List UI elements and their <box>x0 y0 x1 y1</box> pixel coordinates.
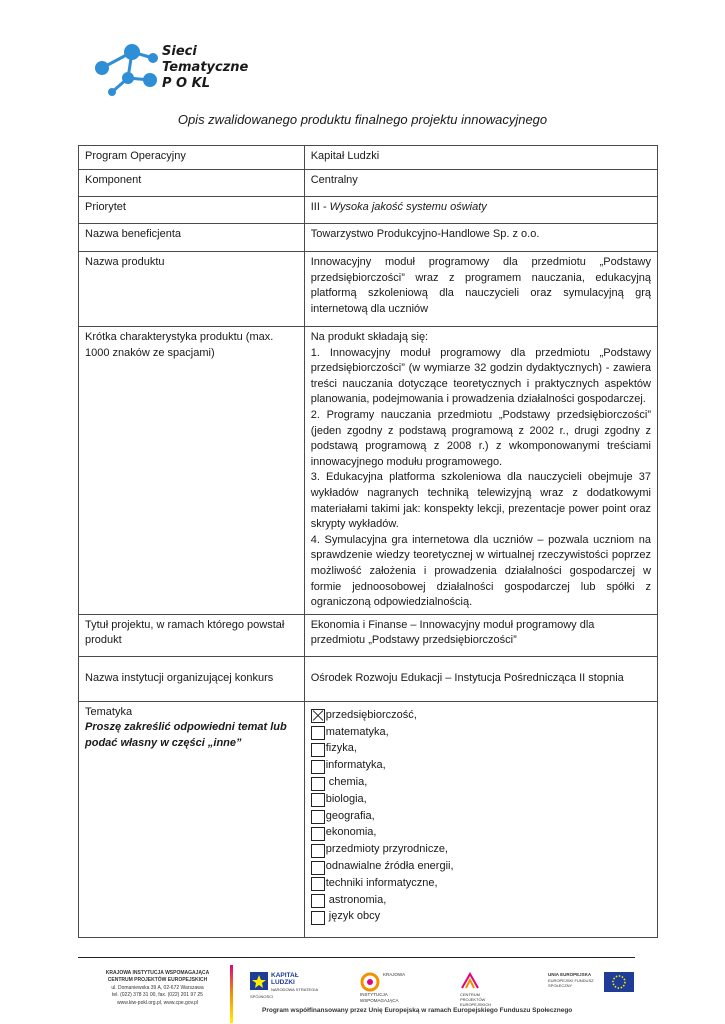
option-row <box>311 824 651 841</box>
kiw-logo <box>360 972 440 1003</box>
option-row <box>311 757 651 774</box>
cpe-logo <box>460 972 530 1007</box>
option-row <box>311 807 651 824</box>
option-row <box>311 740 651 757</box>
product-description-line: 4. Symulacyjna gra internetowa dla uczniów – pozwala uczniom na sprawdzenie wiedzy teoretycznej w wirtualnej rzeczywistości poprzez możliwość założenia i prowadzenia działalności gospodarczej w formie jednoosobowej działalności gospodarczej lub spółki z ograniczoną odpowiedzialnością. <box>310 533 651 609</box>
row-value: Centralny <box>304 170 657 197</box>
row-value: Ośrodek Rozwoju Edukacji – Instytucja Pośrednicząca II stopnia <box>304 656 657 701</box>
option-label: geografia, <box>325 809 375 822</box>
row-value: Towarzystwo Produkcyjno-Handlowe Sp. z o.o. <box>304 224 657 252</box>
tematyka-options <box>304 701 657 937</box>
ue-text: UNIA EUROPEJSKA <box>548 972 592 977</box>
row-value <box>304 327 657 615</box>
product-description-line: 2. Programy nauczania przedmiotu „Podstawy przedsiębiorczości” (jeden zgodny z podstawą programową z 2002 r., drugi zgodny z podstawą programową z 2008 r.) z wkomponowanymi treściami innowacyjnego modułu programowego. <box>310 408 651 468</box>
row-label <box>79 701 305 937</box>
checkbox-icon[interactable] <box>311 777 325 791</box>
row-label: Priorytet <box>79 197 305 224</box>
table-row <box>79 170 658 197</box>
checked-checkbox-icon[interactable] <box>311 709 325 723</box>
option-label: język obcy <box>325 910 381 923</box>
table-row <box>79 656 658 701</box>
logo-line: P O KL <box>162 76 210 91</box>
option-row <box>311 723 651 740</box>
checkbox-icon[interactable] <box>311 793 325 807</box>
ue-logo <box>548 972 634 992</box>
row-label: Komponent <box>79 170 305 197</box>
checkbox-icon[interactable] <box>311 743 325 757</box>
table-row <box>79 197 658 224</box>
row-value: Kapitał Ludzki <box>304 146 657 170</box>
row-value: Innowacyjny moduł programowy dla przedmiotu „Podstawy przedsiębiorczości” wraz z programem nauczania, edukacyjną platformą szkoleniową dla nauczycieli oraz symulacyjną grą internetową dla uczniów <box>304 252 657 327</box>
cpe-text: CENTRUM PROJEKTÓW EUROPEJSKICH <box>460 992 492 1007</box>
option-row <box>311 707 651 724</box>
checkbox-icon[interactable] <box>311 911 325 925</box>
kiw-icon <box>360 972 380 992</box>
option-label: astronomia, <box>325 893 387 906</box>
checkbox-icon[interactable] <box>311 877 325 891</box>
address-line: KRAJOWA INSTYTUCJA WSPOMAGAJĄCA <box>105 970 210 976</box>
product-description-line: 3. Edukacyjna platforma szkoleniowa dla nauczycieli obejmuje 37 wykładów nagranych techniką telewizyjną wraz z dodatkowymi materiałami takimi jak: konspekty lekcji, prezentacje power point oraz skrypty wykładów. <box>310 471 651 531</box>
option-row <box>311 858 651 875</box>
row-label: Program Operacyjny <box>79 146 305 170</box>
kiw-text: KRAJOWA INSTYTUCJA WSPOMAGAJĄCA <box>360 972 405 1003</box>
option-row <box>311 908 651 925</box>
option-label: przedsiębiorczość, <box>325 708 417 721</box>
eu-flag-icon <box>604 972 634 992</box>
checkbox-icon[interactable] <box>311 726 325 740</box>
option-row <box>311 891 651 908</box>
row-label: Nazwa instytucji organizującej konkurs <box>79 656 305 701</box>
option-label: biologia, <box>325 792 367 805</box>
table-row <box>79 614 658 656</box>
address-line: CENTRUM PROJEKTÓW EUROPEJSKICH <box>107 977 208 984</box>
option-label: chemia, <box>325 776 368 789</box>
row-value <box>304 197 657 224</box>
kapital-ludzki-subtext: NARODOWA STRATEGIA SPÓJNOŚCI <box>250 987 318 999</box>
tematyka-label: Tematyka <box>85 705 133 718</box>
ue-subtext: EUROPEJSKI FUNDUSZ SPOŁECZNY <box>548 978 594 988</box>
option-label: przedmioty przyrodnicze, <box>325 843 448 856</box>
option-label: techniki informatyczne, <box>325 876 438 889</box>
kapital-ludzki-logo <box>250 972 321 1000</box>
option-label: matematyka, <box>325 725 389 738</box>
option-label: odnawialne źródła energii, <box>325 860 454 873</box>
product-description-line: Na produkt składają się: <box>310 331 429 343</box>
priority-number: III - <box>310 201 330 213</box>
footer-divider <box>78 957 635 958</box>
option-label: informatyka, <box>325 759 386 772</box>
footer-address <box>80 970 235 1007</box>
product-table <box>78 145 658 938</box>
logo-line: Tematyczne <box>162 60 249 75</box>
logo-line: Sieci <box>162 44 197 59</box>
tematyka-instruction: Proszę zakreślić odpowiedni temat lub podać własny w części „inne” <box>85 721 287 749</box>
table-row <box>79 146 658 170</box>
footer-funding-note: Program współfinansowany przez Unię Europejską w ramach Europejskiego Funduszu Społecznego <box>262 1007 573 1014</box>
cpe-icon <box>460 972 480 992</box>
checkbox-icon[interactable] <box>311 810 325 824</box>
row-label: Nazwa produktu <box>79 252 305 327</box>
row-value: Ekonomia i Finanse – Innowacyjny moduł programowy dla przedmiotu „Podstawy przedsiębiorczości” <box>304 614 657 656</box>
table-row <box>79 224 658 252</box>
checkbox-icon[interactable] <box>311 844 325 858</box>
option-label: ekonomia, <box>325 826 377 839</box>
row-label: Krótka charakterystyka produktu (max. 1000 znaków ze spacjami) <box>79 327 305 615</box>
logo-text <box>162 44 248 92</box>
option-row <box>311 875 651 892</box>
priority-name: Wysoka jakość systemu oświaty <box>329 201 487 213</box>
footer-color-bar <box>230 965 233 1023</box>
checkbox-icon[interactable] <box>311 760 325 774</box>
checkbox-icon[interactable] <box>311 827 325 841</box>
kapital-ludzki-icon <box>250 972 268 990</box>
address-line: tel. (022) 378 31 00, fax. (022) 201 97 25 <box>112 992 203 999</box>
option-row <box>311 791 651 808</box>
address-line: ul. Domaniewska 39 A, 02-672 Warszawa <box>111 984 204 991</box>
table-row <box>79 252 658 327</box>
table-row <box>79 327 658 615</box>
option-row <box>311 841 651 858</box>
checkbox-icon[interactable] <box>311 894 325 908</box>
page-title: Opis zwalidowanego produktu finalnego projektu innowacyjnego <box>177 112 548 127</box>
row-label: Tytuł projektu, w ramach którego powstał produkt <box>79 614 305 656</box>
option-label: fizyka, <box>325 742 357 755</box>
address-line: www.kiw-pokl.org.pl, www.cpe.gov.pl <box>116 999 199 1006</box>
table-row <box>79 701 658 937</box>
option-row <box>311 774 651 791</box>
product-description-line: 1. Innowacyjny moduł programowy dla przedmiotu „Podstawy przedsiębiorczości” (w wymiarze 32 godzin dydaktycznych) - zawiera treści nauczania dotyczące teoretycznych i praktycznych aspektów planowania, podejmowania i prowadzenia działalności gospodarczej. <box>310 346 651 406</box>
row-label: Nazwa beneficjenta <box>79 224 305 252</box>
kapital-ludzki-text: KAPITAŁ LUDZKI <box>271 972 299 986</box>
checkbox-icon[interactable] <box>311 861 325 875</box>
